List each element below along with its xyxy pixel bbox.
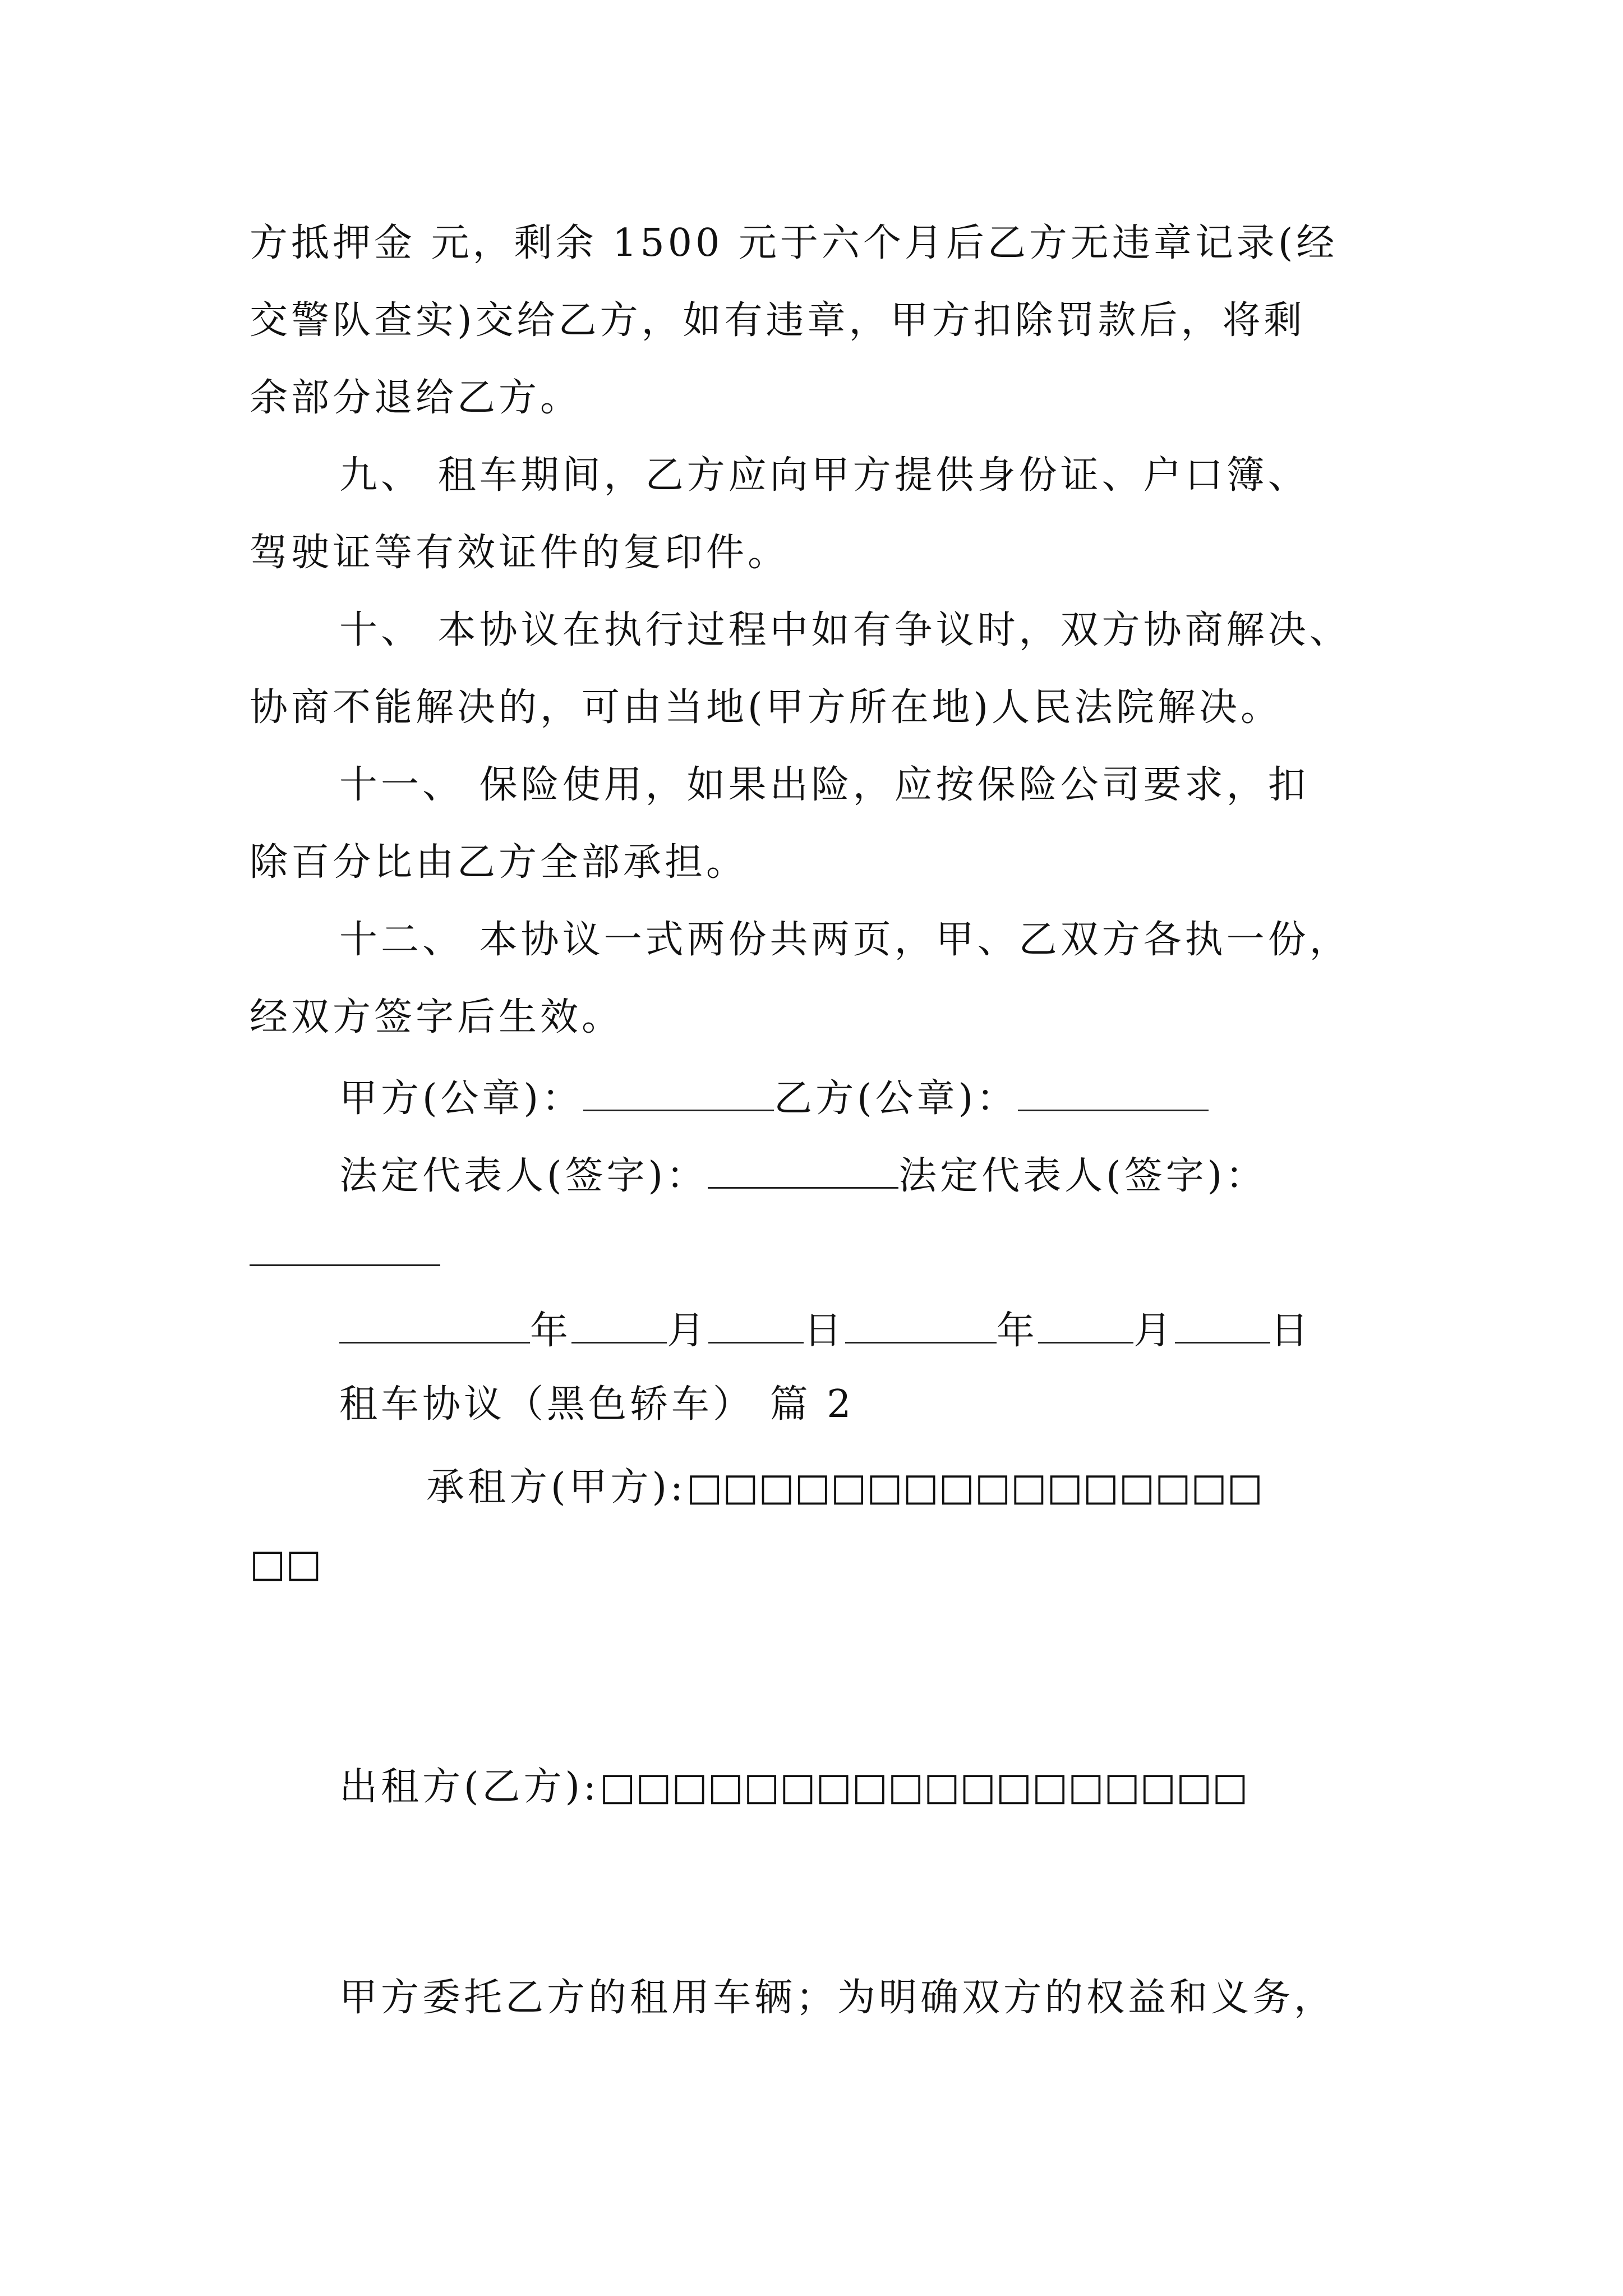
party-b-seal-blank bbox=[1018, 1076, 1209, 1111]
date-b-month-label: 月 bbox=[1133, 1309, 1175, 1353]
paragraph-line: 驾驶证等有效证件的复印件。 bbox=[250, 531, 790, 575]
lessor-line bbox=[339, 1765, 1248, 1809]
paragraph-line: 交警队查实)交给乙方，如有违章，甲方扣除罚款后，将剩 bbox=[250, 298, 1306, 343]
rep-b-label: 法定代表人(签字)： bbox=[898, 1154, 1267, 1198]
closing-paragraph-line: 甲方委托乙方的租用车辆；为明确双方的权益和义务， bbox=[339, 1976, 1336, 2020]
rep-a-blank bbox=[708, 1153, 898, 1189]
party-b-seal-label: 乙方(公章)： bbox=[774, 1076, 1018, 1121]
date-a-month-blank bbox=[571, 1308, 667, 1343]
paragraph-line: 协商不能解决的，可由当地(甲方所在地)人民法院解决。 bbox=[250, 685, 1283, 730]
paragraph-line: 经双方签字后生效。 bbox=[250, 995, 624, 1039]
date-b-day-label: 日 bbox=[1270, 1309, 1312, 1353]
date-b-month-blank bbox=[1038, 1308, 1133, 1343]
date-b-year-blank bbox=[845, 1308, 997, 1343]
clause-ten-line: 十、 本协议在执行过程中如有争议时，双方协商解决、 bbox=[339, 608, 1351, 652]
clause-eleven-line: 十一、 保险使用，如果出险，应按保险公司要求，扣 bbox=[339, 763, 1310, 807]
paragraph-line: 除百分比由乙方全部承担。 bbox=[250, 840, 748, 885]
party-a-seal-label: 甲方(公章)： bbox=[339, 1076, 584, 1121]
lessee-label: 承租方(甲方): bbox=[426, 1465, 686, 1510]
lessee-line bbox=[426, 1465, 1263, 1510]
rep-b-blank-line bbox=[250, 1231, 440, 1273]
lessee-boxes-continued: □□ bbox=[250, 1542, 322, 1586]
representative-signature-line bbox=[339, 1153, 1267, 1198]
clause-twelve-line: 十二、 本协议一式两份共两页，甲、乙双方各执一份， bbox=[339, 918, 1351, 962]
lessor-label: 出租方(乙方): bbox=[339, 1765, 600, 1809]
date-b-year-label: 年 bbox=[997, 1309, 1039, 1353]
lessor-boxes: □□□□□□□□□□□□□□□□□□ bbox=[599, 1765, 1248, 1809]
paragraph-line: 余部分退给乙方。 bbox=[250, 376, 582, 420]
date-line bbox=[339, 1308, 1312, 1353]
paragraph-line: 方抵押金 元，剩余 1500 元于六个月后乙方无违章记录(经 bbox=[250, 221, 1338, 265]
date-a-day-label: 日 bbox=[804, 1309, 846, 1353]
lessee-boxes: □□□□□□□□□□□□□□□□ bbox=[686, 1465, 1263, 1510]
date-a-year-blank bbox=[339, 1308, 530, 1343]
party-a-seal-blank bbox=[583, 1076, 774, 1111]
seal-signature-line bbox=[339, 1076, 1209, 1121]
date-b-day-blank bbox=[1175, 1308, 1270, 1343]
date-a-year-label: 年 bbox=[530, 1309, 572, 1353]
date-a-month-label: 月 bbox=[667, 1309, 709, 1353]
clause-nine-line: 九、 租车期间，乙方应向甲方提供身份证、户口簿、 bbox=[339, 453, 1310, 498]
rep-b-blank bbox=[250, 1231, 440, 1266]
section-title: 租车协议（黑色轿车） 篇 2 bbox=[339, 1382, 855, 1427]
date-a-day-blank bbox=[708, 1308, 804, 1343]
rep-a-label: 法定代表人(签字)： bbox=[339, 1154, 708, 1198]
